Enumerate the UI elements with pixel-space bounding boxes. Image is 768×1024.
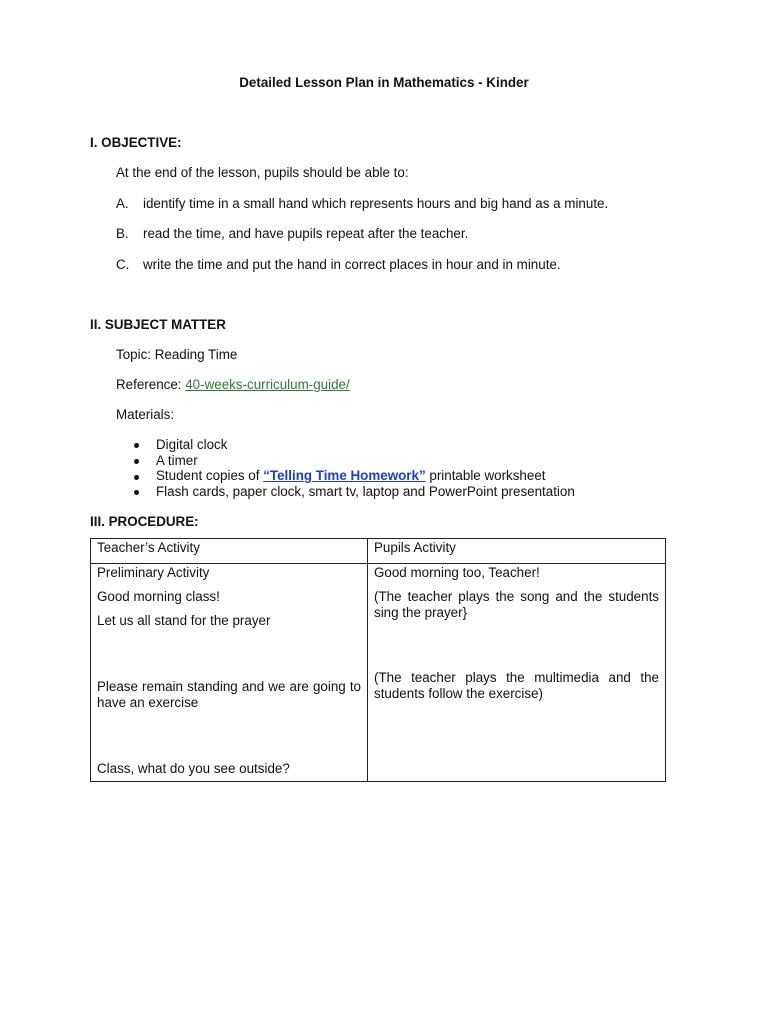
bullet-icon	[134, 475, 139, 480]
teacher-column-label: Teacher’s Activity	[97, 540, 200, 555]
pupils-line-exercise: (The teacher plays the multimedia and the students follow the exercise)	[374, 670, 659, 701]
pupils-line-prayer: (The teacher plays the song and the students sing the prayer}	[374, 589, 659, 620]
material-item-flashcards: Flash cards, paper clock, smart tv, laptop and PowerPoint presentation	[156, 484, 575, 499]
objective-heading: I. OBJECTIVE:	[90, 135, 182, 150]
objective-marker-b: B.	[116, 226, 129, 241]
objective-item-b: read the time, and have pupils repeat after the teacher.	[143, 226, 469, 241]
teacher-line-prayer: Let us all stand for the prayer	[97, 613, 271, 628]
reference-label: Reference:	[116, 377, 186, 392]
teacher-column-header	[91, 539, 368, 564]
teacher-line-exercise: Please remain standing and we are going to have an exercise	[97, 679, 361, 710]
teacher-line-outside: Class, what do you see outside?	[97, 761, 290, 776]
teacher-activity-cell	[91, 564, 368, 782]
material-item-timer: A timer	[156, 453, 198, 468]
subject-matter-heading: II. SUBJECT MATTER	[90, 317, 226, 332]
bullet-icon	[134, 443, 139, 448]
objective-marker-c: C.	[116, 257, 130, 272]
pupils-column-header	[368, 539, 666, 564]
bullet-icon	[134, 490, 139, 495]
materials-label: Materials:	[116, 407, 175, 422]
material-item-clock: Digital clock	[156, 437, 228, 452]
worksheet-prefix: Student copies of	[156, 468, 264, 483]
document-title: Detailed Lesson Plan in Mathematics - Kinder	[239, 75, 529, 90]
procedure-heading: III. PROCEDURE:	[90, 514, 199, 529]
objective-intro: At the end of the lesson, pupils should be able to:	[116, 165, 409, 180]
objective-marker-a: A.	[116, 196, 129, 211]
topic-text: Topic: Reading Time	[116, 347, 238, 362]
worksheet-link[interactable]: “Telling Time Homework”	[263, 468, 426, 483]
teacher-line-greeting: Good morning class!	[97, 589, 220, 604]
procedure-table	[90, 538, 666, 782]
pupils-line-greeting: Good morning too, Teacher!	[374, 565, 540, 580]
bullet-icon	[134, 459, 139, 464]
teacher-line-preliminary: Preliminary Activity	[97, 565, 210, 580]
pupils-activity-cell	[368, 564, 666, 782]
pupils-column-label: Pupils Activity	[374, 540, 456, 555]
objective-item-a: identify time in a small hand which represents hours and big hand as a minute.	[143, 196, 609, 211]
worksheet-suffix: printable worksheet	[425, 468, 546, 483]
reference-link[interactable]: 40-weeks-curriculum-guide/	[185, 377, 350, 392]
reference-line	[116, 377, 350, 392]
objective-item-c: write the time and put the hand in correct places in hour and in minute.	[143, 257, 561, 272]
material-item-worksheet	[156, 468, 546, 483]
